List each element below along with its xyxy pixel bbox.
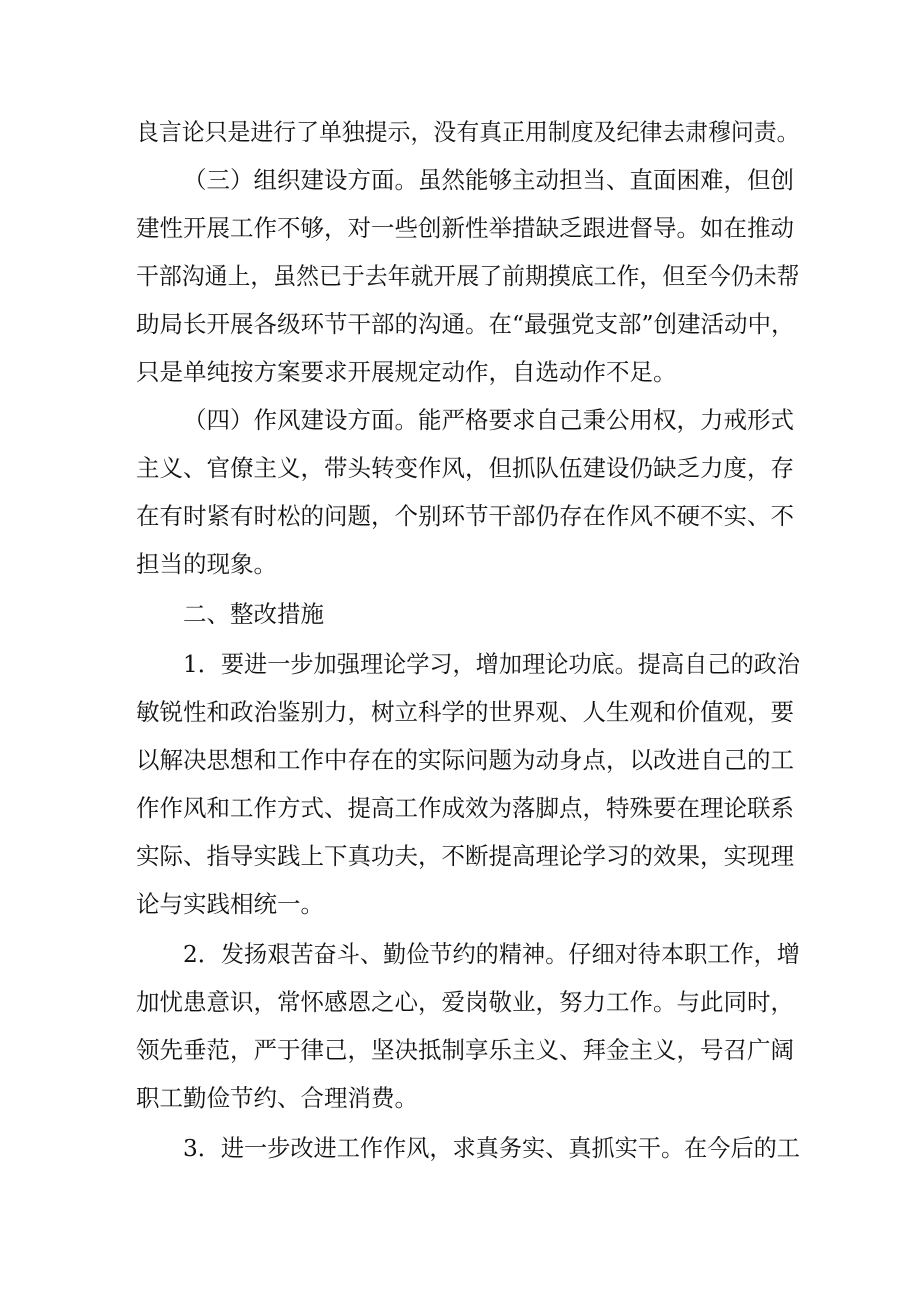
text-line: 在有时紧有时松的问题，个别环节干部仍存在作风不硬不实、不 [136, 502, 794, 530]
text-line: 职工勤俭节约、合理消费。 [136, 1084, 418, 1112]
text-line: 领先垂范，严于律己，坚决抵制享乐主义、拜金主义，号召广阔 [136, 1036, 794, 1064]
text-line: 良言论只是进行了单独提示，没有真正用制度及纪律去肃穆问责。 [136, 118, 800, 146]
text-line: 加忧患意识，常怀感恩之心，爱岗敬业，努力工作。与此同时， [136, 988, 794, 1016]
text-line: 只是单纯按方案要求开展规定动作，自选动作不足。 [136, 358, 677, 386]
text-line: 主义、官僚主义，带头转变作风，但抓队伍建设仍缺乏力度，存 [136, 454, 794, 482]
text-line: 以解决思想和工作中存在的实际问题为动身点，以改进自己的工 [136, 746, 794, 774]
text-line: 2．发扬艰苦奋斗、勤俭节约的精神。仔细对待本职工作，增 [183, 940, 800, 968]
text-line: 担当的现象。 [136, 550, 277, 578]
text-line: 论与实践相统一。 [136, 890, 324, 918]
text-line: 助局长开展各级环节干部的沟通。在“最强党支部”创建活动中， [136, 310, 795, 338]
text-line: 3．进一步改进工作作风，求真务实、真抓实干。在今后的工 [183, 1134, 800, 1162]
text-line: 建性开展工作不够，对一些创新性举措缺乏跟进督导。如在推动 [136, 214, 794, 242]
text-line: 1．要进一步加强理论学习，增加理论功底。提高自己的政治 [183, 650, 800, 678]
text-line: 实际、指导实践上下真功夫，不断提高理论学习的效果，实现理 [136, 842, 794, 870]
text-line: 作作风和工作方式、提高工作成效为落脚点，特殊要在理论联系 [136, 794, 794, 822]
text-line: 干部沟通上，虽然已于去年就开展了前期摸底工作，但至今仍未帮 [136, 262, 800, 290]
text-line: 敏锐性和政治鉴别力，树立科学的世界观、人生观和价值观，要 [136, 698, 794, 726]
text-line: （三）组织建设方面。虽然能够主动担当、直面困难，但创 [183, 166, 794, 194]
text-line: （四）作风建设方面。能严格要求自己秉公用权，力戒形式 [183, 406, 794, 434]
section-heading: 二、整改措施 [183, 600, 324, 628]
